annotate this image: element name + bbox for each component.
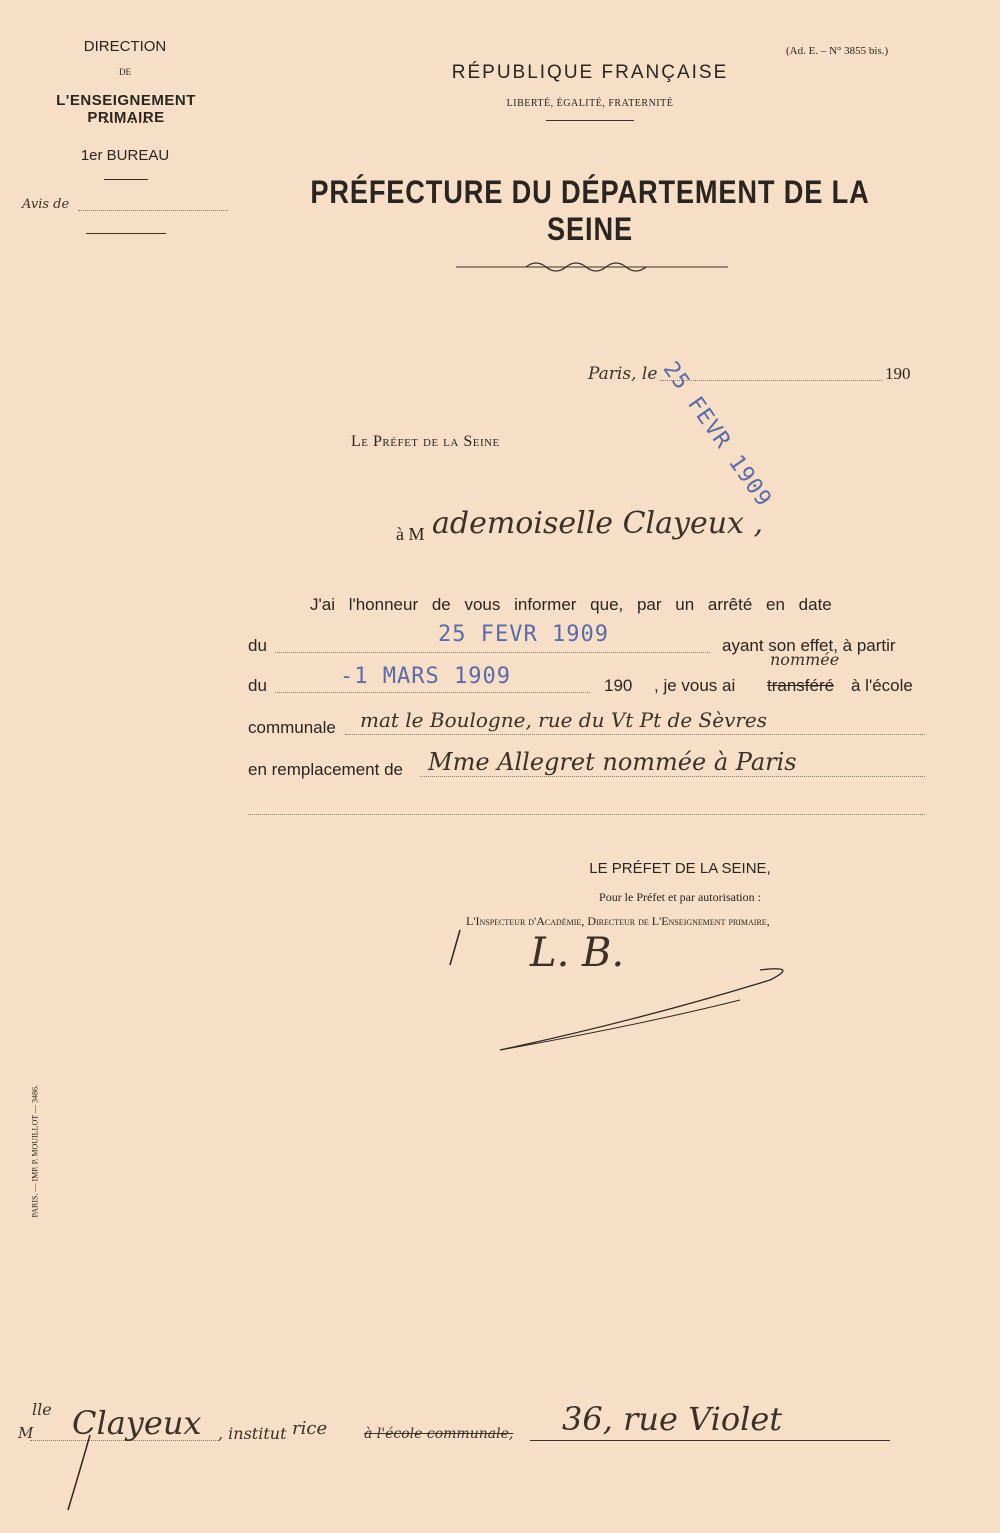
addressee-name-handwritten: ademoiselle Clayeux , (432, 506, 764, 541)
ornament-rule-left (86, 233, 166, 234)
du-label-1: du (248, 636, 267, 655)
reference-number: (Ad. E. – N° 3855 bis.) (786, 45, 889, 57)
republique-motto: LIBERTÉ, ÉGALITÉ, FRATERNITÉ (506, 98, 674, 109)
transfere-struck: transféré (767, 676, 835, 695)
communale-handwritten: mat le Boulogne, rue du Vt Pt de Sèvres (360, 708, 768, 732)
communale-label: communale (248, 718, 336, 737)
year-suffix: 190 (885, 364, 911, 383)
pour-le-prefet: Pour le Préfet et par autorisation : (599, 890, 761, 904)
footer-flourish-icon (60, 1430, 120, 1520)
signature-title: LE PRÉFET DE LA SEINE, (589, 860, 771, 877)
blank-line (248, 814, 925, 815)
communale-line (345, 734, 925, 735)
bureau-divider (104, 179, 148, 180)
side-imprint: PARIS. — IMP. P. MOUILLOT — 3486. (30, 1085, 40, 1218)
avis-de-label: Avis de (22, 197, 70, 212)
addressee-prefix: à M (396, 524, 425, 544)
year-suffix-2: 190 (604, 676, 633, 695)
date-stamp-2: -1 MARS 1909 (340, 664, 511, 689)
nommee-handwritten: nommée (770, 650, 840, 669)
bureau-label: 1er BUREAU (80, 147, 170, 164)
motto-rule (546, 120, 634, 121)
ornamental-rule-icon (456, 258, 728, 276)
prefecture-title: PRÉFECTURE DU DÉPARTEMENT DE LA SEINE (310, 174, 870, 247)
signature-flourish-icon (440, 920, 820, 1070)
signature: L. B. (530, 930, 625, 976)
de-label: DE (119, 67, 131, 77)
footer-address-line (530, 1440, 890, 1441)
remplacement-handwritten: Mme Allegret nommée à Paris (428, 748, 797, 776)
footer-m: M (18, 1424, 34, 1442)
je-vous-ai: , je vous ai (654, 676, 736, 695)
date-line-1 (275, 652, 710, 653)
remplacement-line (420, 776, 925, 777)
remplacement-label: en remplacement de (248, 760, 403, 779)
direction-heading: DIRECTION (83, 38, 167, 55)
le-prefet-heading: Le Préfet de la Seine (351, 433, 500, 450)
du-label-2: du (248, 676, 267, 695)
body-line-1: J'ai l'honneur de vous informer que, par un arrêté en date (310, 595, 832, 614)
footer-address-handwritten: 36, rue Violet (562, 1400, 783, 1438)
date-line-2 (275, 692, 590, 693)
footer-ecole-struck: à l'école communale, (364, 1426, 514, 1442)
ornament-divider (104, 121, 148, 123)
a-lecole: à l'école (851, 676, 913, 695)
footer-institut-handwritten: rice (292, 1418, 328, 1439)
enseignement-heading: L'ENSEIGNEMENT PRIMAIRE (56, 92, 196, 126)
paris-le-label: Paris, le (588, 364, 658, 384)
footer-mlle: lle (32, 1400, 52, 1419)
footer-institut: , institut (218, 1424, 287, 1443)
ayant-effet: ayant son effet, à partir (722, 636, 896, 655)
avis-de-line (78, 210, 228, 211)
footer-name-handwritten: Clayeux (72, 1404, 202, 1442)
republique-title: RÉPUBLIQUE FRANÇAISE (451, 62, 729, 83)
date-stamp: 25 FEVR 1909 (657, 357, 777, 512)
inspecteur-line: L'Inspecteur d'Académie, Directeur de L'Enseignement primaire, (466, 914, 770, 928)
date-stamp-1: 25 FEVR 1909 (438, 622, 609, 647)
